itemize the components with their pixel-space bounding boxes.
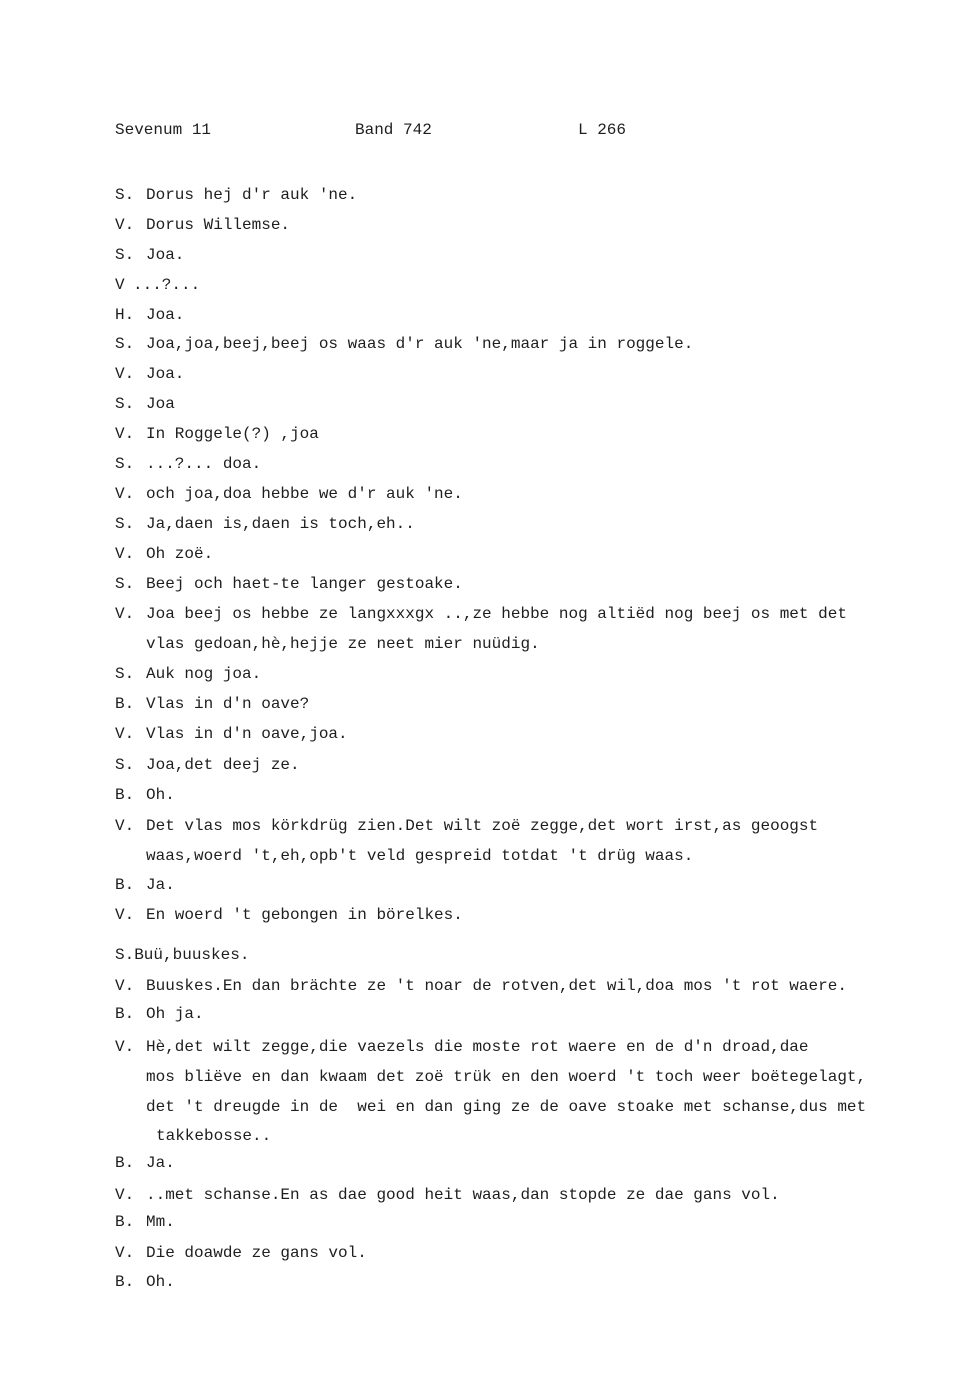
transcript-line xyxy=(115,514,415,534)
line-text: takkebosse.. xyxy=(156,1127,272,1145)
line-text: Joa. xyxy=(146,365,185,383)
transcript-line xyxy=(115,364,184,384)
line-text: Dorus hej d'r auk 'ne. xyxy=(146,186,358,204)
speaker-label: S. xyxy=(115,455,135,473)
speaker-label: V. xyxy=(115,1244,135,1262)
speaker-label: V. xyxy=(115,365,135,383)
line-text: Det vlas mos körkdrüg zien.Det wilt zoë zegge,det wort irst,as geoogst xyxy=(146,817,819,835)
transcript-line xyxy=(115,875,175,895)
transcript-line xyxy=(115,1243,367,1263)
line-text: Oh. xyxy=(146,786,175,804)
line-text: vlas gedoan,hè,hejje ze neet mier nuüdig. xyxy=(146,635,540,653)
line-text: Oh. xyxy=(146,1273,175,1291)
transcript-line xyxy=(115,785,175,805)
header-location: Sevenum 11 xyxy=(115,121,212,139)
transcript-line xyxy=(115,424,319,444)
line-text: En woerd 't gebongen in börelkes. xyxy=(146,906,463,924)
transcript-line-continued xyxy=(146,634,540,654)
line-text: mos bliëve en dan kwaam det zoë trük en den woerd 't toch weer boëtegelagt, xyxy=(146,1068,867,1086)
line-text: Joa. xyxy=(146,246,185,264)
transcript-line xyxy=(115,484,463,504)
line-text: ...?... xyxy=(133,276,201,294)
line-text: Die doawde ze gans vol. xyxy=(146,1244,367,1262)
transcript-line xyxy=(115,1037,809,1057)
transcript-line xyxy=(115,1185,780,1205)
transcript-line-continued xyxy=(146,1097,866,1117)
speaker-label: V. xyxy=(115,1038,135,1056)
line-text: Joa xyxy=(146,395,175,413)
line-text: Buü,buuskes. xyxy=(134,946,250,964)
transcript-line xyxy=(115,724,348,744)
line-text: In Roggele(?) ,joa xyxy=(146,425,319,443)
transcript-line xyxy=(115,1272,175,1292)
speaker-label: H. xyxy=(115,306,135,324)
line-text: ...?... doa. xyxy=(146,455,262,473)
speaker-label: V. xyxy=(115,545,135,563)
transcript-line xyxy=(115,664,261,684)
transcript-line xyxy=(115,1153,175,1173)
speaker-label: V. xyxy=(115,1186,135,1204)
transcript-line xyxy=(115,185,357,205)
speaker-label: V xyxy=(115,276,125,294)
speaker-label: S. xyxy=(115,335,135,353)
speaker-label: V. xyxy=(115,725,135,743)
speaker-label: S. xyxy=(115,246,135,264)
line-text: Ja. xyxy=(146,876,175,894)
transcript-line xyxy=(115,755,300,775)
speaker-label: B. xyxy=(115,1213,135,1231)
line-text: Ja,daen is,daen is toch,eh.. xyxy=(146,515,415,533)
line-text: Beej och haet-te langer gestoake. xyxy=(146,575,463,593)
transcript-line xyxy=(115,334,693,354)
transcript-line xyxy=(115,604,847,624)
transcript-line xyxy=(115,905,463,925)
speaker-label: V. xyxy=(115,817,135,835)
line-text: det 't dreugde in de wei en dan ging ze de oave stoake met schanse,dus met xyxy=(146,1098,867,1116)
speaker-label: B. xyxy=(115,1273,135,1291)
speaker-label: V. xyxy=(115,485,135,503)
line-text: Oh zoë. xyxy=(146,545,214,563)
speaker-label: S. xyxy=(115,575,135,593)
speaker-label: S. xyxy=(115,186,135,204)
transcript-line xyxy=(115,454,261,474)
line-text: Dorus Willemse. xyxy=(146,216,291,234)
speaker-label: B. xyxy=(115,786,135,804)
speaker-label: S. xyxy=(115,515,135,533)
transcript-line-continued xyxy=(146,1067,866,1087)
line-text: waas,woerd 't,eh,opb't veld gespreid totdat 't drüg waas. xyxy=(146,847,694,865)
speaker-label: B. xyxy=(115,695,135,713)
line-text: Oh ja. xyxy=(146,1005,204,1023)
transcript-line xyxy=(115,816,818,836)
header-page-number: L 266 xyxy=(578,121,627,139)
transcript-line xyxy=(115,976,847,996)
transcript-line xyxy=(115,945,249,965)
line-text: Ja. xyxy=(146,1154,175,1172)
transcript-line xyxy=(115,215,290,235)
line-text: Vlas in d'n oave? xyxy=(146,695,310,713)
speaker-label: V. xyxy=(115,425,135,443)
transcript-line xyxy=(115,305,184,325)
line-text: Mm. xyxy=(146,1213,175,1231)
transcript-line xyxy=(115,1004,204,1024)
speaker-label: V. xyxy=(115,977,135,995)
speaker-label: V. xyxy=(115,216,135,234)
line-text: Buuskes.En dan brächte ze 't noar de rotven,det wil,doa mos 't rot waere. xyxy=(146,977,847,995)
transcript-line-continued xyxy=(146,846,693,866)
speaker-label: B. xyxy=(115,1005,135,1023)
line-text: Auk nog joa. xyxy=(146,665,262,683)
line-text: Joa,det deej ze. xyxy=(146,756,300,774)
line-text: Hè,det wilt zegge,die vaezels die moste rot waere en de d'n droad,dae xyxy=(146,1038,809,1056)
transcript-line xyxy=(115,1212,175,1232)
header-band: Band 742 xyxy=(355,121,432,139)
speaker-label: B. xyxy=(115,1154,135,1172)
transcript-line xyxy=(115,544,213,564)
line-text: ..met schanse.En as dae good heit waas,dan stopde ze dae gans vol. xyxy=(146,1186,780,1204)
transcript-line xyxy=(115,694,309,714)
speaker-label: S. xyxy=(115,756,135,774)
transcript-line xyxy=(115,275,200,295)
speaker-label: S. xyxy=(115,665,135,683)
transcript-line xyxy=(115,245,184,265)
transcript-line-continued xyxy=(156,1126,271,1146)
line-text: Joa beej os hebbe ze langxxxgx ..,ze hebbe nog altiëd nog beej os met det xyxy=(146,605,847,623)
speaker-label: B. xyxy=(115,876,135,894)
speaker-label: V. xyxy=(115,605,135,623)
line-text: Joa,joa,beej,beej os waas d'r auk 'ne,maar ja in roggele. xyxy=(146,335,694,353)
speaker-label: V. xyxy=(115,906,135,924)
speaker-label: S. xyxy=(115,395,135,413)
line-text: och joa,doa hebbe we d'r auk 'ne. xyxy=(146,485,463,503)
speaker-label: S. xyxy=(115,946,135,964)
line-text: Joa. xyxy=(146,306,185,324)
line-text: Vlas in d'n oave,joa. xyxy=(146,725,348,743)
transcript-line xyxy=(115,394,175,414)
transcript-line xyxy=(115,574,463,594)
